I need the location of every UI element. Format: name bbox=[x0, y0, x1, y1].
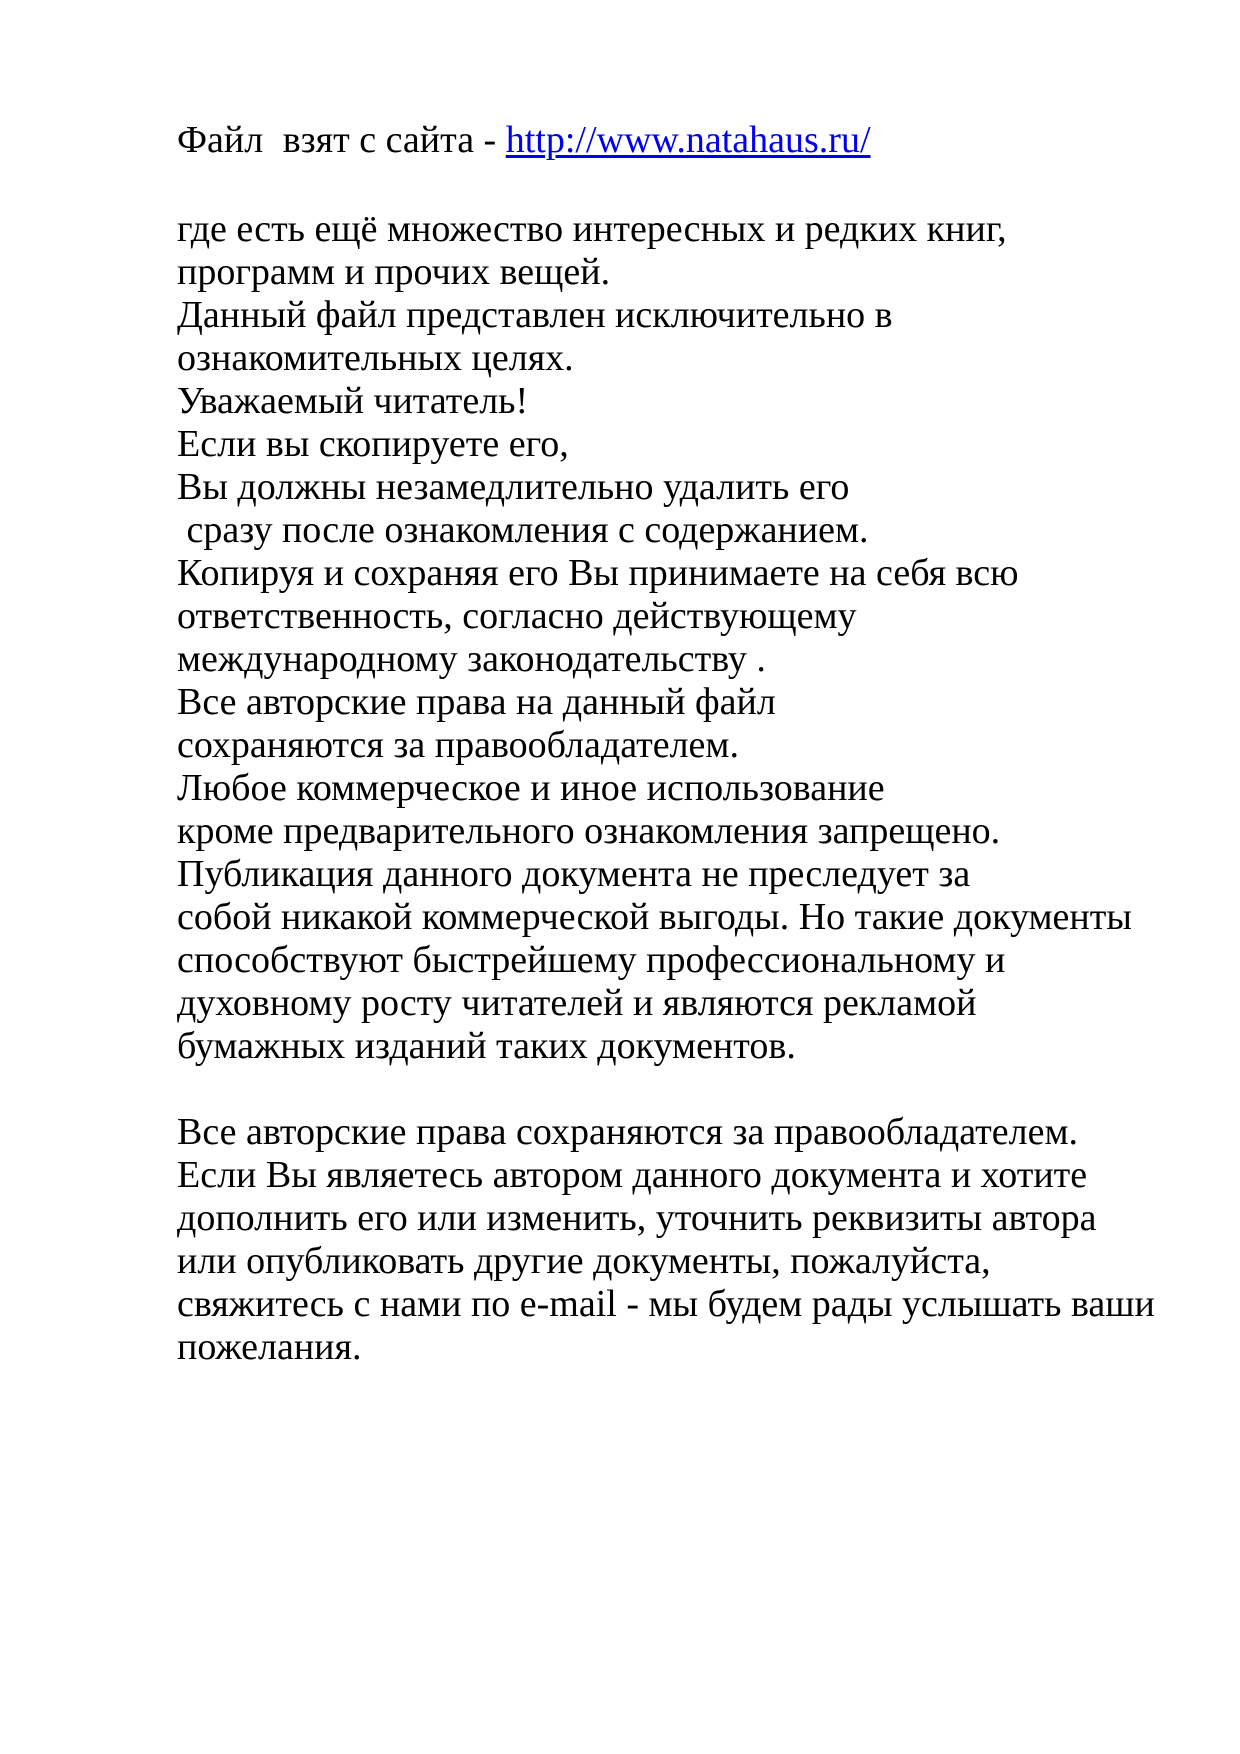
text-line: Все авторские права сохраняются за правообладателем. bbox=[177, 1111, 1078, 1153]
site-link[interactable]: http://www.natahaus.ru/ bbox=[505, 119, 871, 161]
text-line: свяжитесь с нами по e-mail - мы будем рады услышать ваши bbox=[177, 1283, 1155, 1325]
text-line: сразу после ознакомления с содержанием. bbox=[177, 509, 869, 551]
header-prefix: Файл bbox=[177, 119, 264, 161]
text-line: пожелания. bbox=[177, 1326, 362, 1368]
text-line: кроме предварительного ознакомления запрещено. bbox=[177, 810, 1001, 852]
text-line: или опубликовать другие документы, пожалуйста, bbox=[177, 1240, 991, 1282]
text-line: где есть ещё множество интересных и редких книг, bbox=[177, 208, 1007, 250]
text-line: Любое коммерческое и иное использование bbox=[177, 767, 885, 809]
paragraph-spacer bbox=[177, 1068, 1177, 1111]
text-line: Все авторские права на данный файл bbox=[177, 681, 776, 723]
text-line: Уважаемый читатель! bbox=[177, 380, 529, 422]
text-line: Копируя и сохраняя его Вы принимаете на себя всю bbox=[177, 552, 1019, 594]
text-line: дополнить его или изменить, уточнить реквизиты автора bbox=[177, 1197, 1097, 1239]
text-line: собой никакой коммерческой выгоды. Но такие документы bbox=[177, 896, 1132, 938]
text-line: программ и прочих вещей. bbox=[177, 251, 611, 293]
paragraph-2 bbox=[177, 1111, 1177, 1369]
text-line: международному законодательству . bbox=[177, 638, 766, 680]
text-line: Если Вы являетесь автором данного документа и хотите bbox=[177, 1154, 1088, 1196]
text-line: Вы должны незамедлительно удалить его bbox=[177, 466, 850, 508]
disclaimer-body bbox=[177, 208, 1177, 1369]
text-line: бумажных изданий таких документов. bbox=[177, 1025, 796, 1067]
text-line: ознакомительных целях. bbox=[177, 337, 574, 379]
paragraph-1 bbox=[177, 208, 1177, 1068]
text-line: сохраняются за правообладателем. bbox=[177, 724, 739, 766]
text-line: духовному росту читателей и являются рекламой bbox=[177, 982, 977, 1024]
source-header bbox=[177, 118, 871, 162]
text-line: ответственность, согласно действующему bbox=[177, 595, 857, 637]
header-middle: взят с сайта - bbox=[282, 119, 497, 161]
text-line: Данный файл представлен исключительно в bbox=[177, 294, 893, 336]
text-line: способствуют быстрейшему профессиональному и bbox=[177, 939, 1006, 981]
text-line: Если вы скопируете его, bbox=[177, 423, 569, 465]
text-line: Публикация данного документа не преследует за bbox=[177, 853, 971, 895]
